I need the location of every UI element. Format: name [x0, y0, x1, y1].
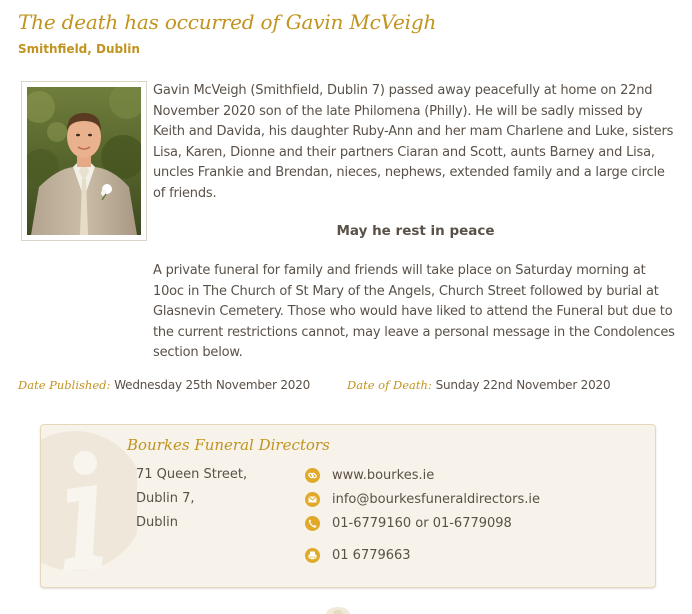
deceased-photo-frame: [21, 81, 147, 241]
notice-location: Smithfield, Dublin: [18, 42, 140, 56]
website-contact[interactable]: [305, 465, 434, 485]
date-published: [18, 378, 310, 392]
leaf-ornament-icon: [318, 604, 358, 614]
email-link[interactable]: info@bourkesfuneraldirectors.ie: [332, 491, 540, 507]
funeral-arrangements-text: A private funeral for family and friends will take place on Saturday morning at 10oc in The Church of St Mary of the Angels, Church Street followed by burial at Glasnevin Cemetery. Those who would have liked to attend the Funeral but due to the current restrictions cannot, may leave a personal message in the Condolences section below.: [153, 263, 675, 360]
date-of-death-value: Sunday 22nd November 2020: [435, 378, 611, 392]
date-published-label: Date Published:: [18, 378, 111, 392]
envelope-icon: [305, 492, 320, 507]
phone-icon: [305, 516, 320, 531]
date-of-death-label: Date of Death:: [347, 378, 432, 392]
address-line-1: 71 Queen Street,: [136, 467, 248, 482]
website-link[interactable]: www.bourkes.ie: [332, 467, 435, 483]
obituary-text: Gavin McVeigh (Smithfield, Dublin 7) passed away peacefully at home on 22nd November 2020 son of the late Philomena (Philly). He will be sadly missed by Keith and Davida, his daughter Ruby-Ann and her mam Charlene and Luke, sisters Lisa, Karen, Dionne and their partners Ciaran and Scott, aunts Barney and Lisa, uncles Frankie and Brendan, nieces, nephews, extended family and a large circle of friends.: [153, 83, 674, 201]
notice-title: The death has occurred of Gavin McVeigh: [18, 10, 437, 34]
rest-in-peace-text: May he rest in peace: [336, 223, 495, 239]
address-line-2: Dublin 7,: [136, 491, 195, 506]
funeral-director-card: [40, 424, 656, 588]
address-line-3: Dublin: [136, 515, 178, 530]
fax-contact: [305, 545, 411, 565]
date-published-value: Wednesday 25th November 2020: [114, 378, 311, 392]
phone-number[interactable]: 01-6779160 or 01-6779098: [332, 515, 512, 531]
fax-number: 01 6779663: [332, 547, 411, 563]
phone-contact[interactable]: [305, 513, 512, 533]
email-contact[interactable]: [305, 489, 540, 509]
funeral-director-name: Bourkes Funeral Directors: [127, 436, 330, 454]
info-icon: [40, 424, 137, 588]
date-of-death: [347, 378, 610, 392]
fax-icon: [305, 548, 320, 563]
link-icon: [305, 468, 320, 483]
deceased-photo: [27, 87, 141, 235]
